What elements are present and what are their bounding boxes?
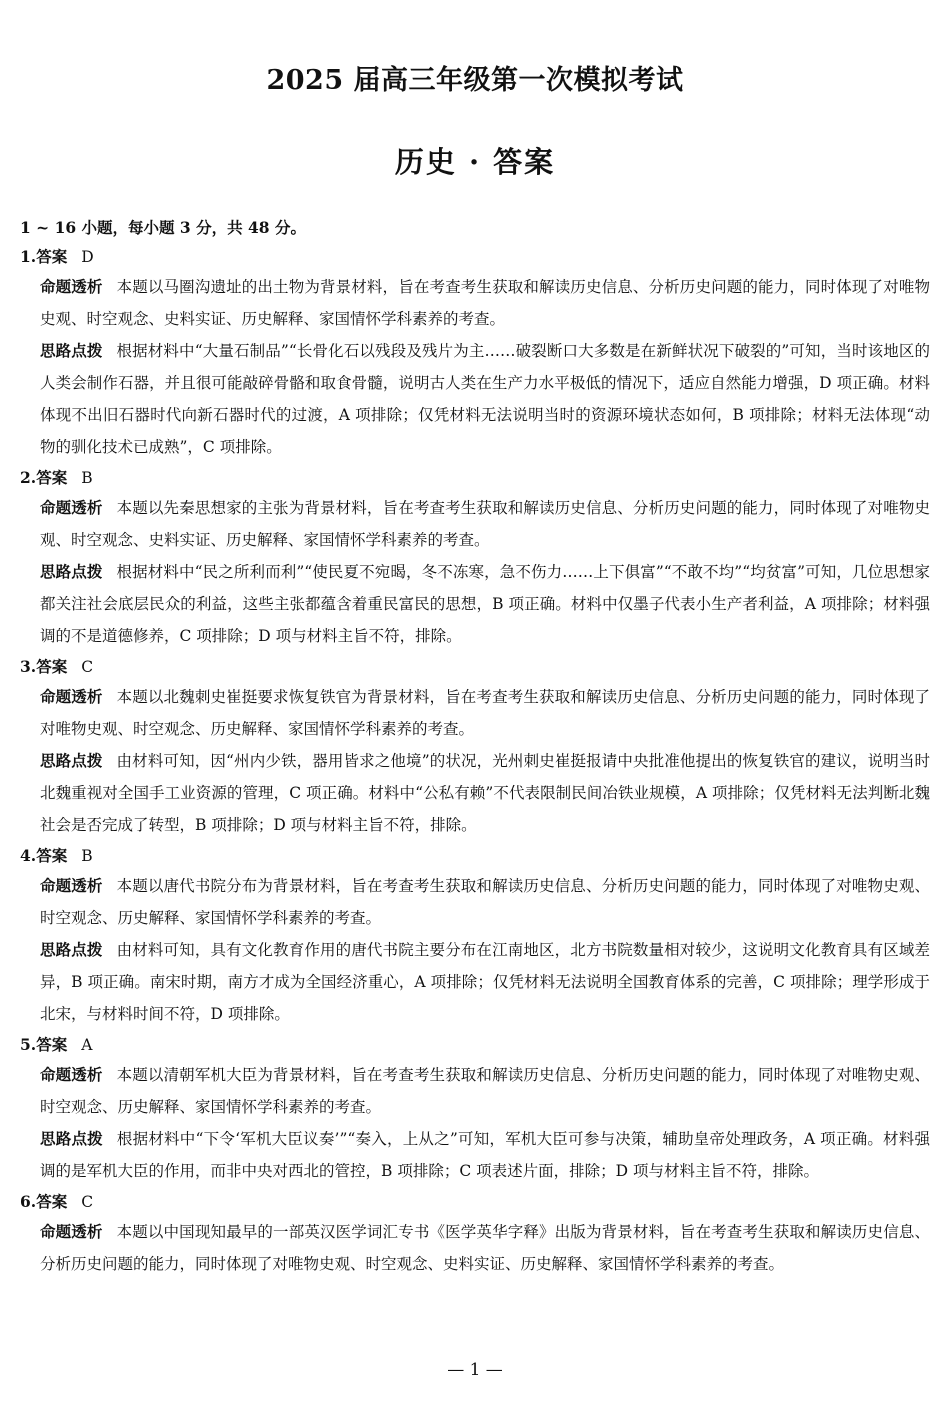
question-number: 1.	[20, 247, 37, 266]
hint-paragraph	[20, 556, 930, 652]
exam-title: 2025 届高三年级第一次模拟考试	[266, 65, 684, 96]
question-header	[20, 1187, 930, 1216]
analysis-paragraph	[20, 271, 930, 335]
hint-label: 思路点拨	[40, 751, 103, 770]
answer-label: 答案	[36, 1192, 68, 1211]
analysis-text: 本题以先秦思想家的主张为背景材料，旨在考查考生获取和解读历史信息、分析历史问题的能力，同时体现了对唯物史观、时空观念、史料实证、历史解释、家国情怀学科素养的考查。	[40, 499, 930, 549]
analysis-paragraph	[20, 870, 930, 934]
hint-text: 根据材料中“下令‘军机大臣议奏’”“奏入，上从之”可知，军机大臣可参与决策，辅助皇帝处理政务，A 项正确。材料强调的是军机大臣的作用，而非中央对西北的管控，B 项排除；C 项表述片面，排除；D 项与材料主旨不符，排除。	[40, 1130, 930, 1180]
answer-label: 答案	[36, 846, 68, 865]
question-block	[20, 652, 930, 841]
answer-value: C	[81, 1193, 94, 1211]
analysis-paragraph	[20, 681, 930, 745]
analysis-text: 本题以唐代书院分布为背景材料，旨在考查考生获取和解读历史信息、分析历史问题的能力，同时体现了对唯物史观、时空观念、历史解释、家国情怀学科素养的考查。	[40, 877, 930, 927]
question-list	[20, 242, 930, 1280]
question-number: 5.	[20, 1035, 37, 1054]
analysis-text: 本题以清朝军机大臣为背景材料，旨在考查考生获取和解读历史信息、分析历史问题的能力，同时体现了对唯物史观、时空观念、历史解释、家国情怀学科素养的考查。	[40, 1066, 930, 1116]
hint-label: 思路点拨	[40, 341, 103, 360]
hint-text: 由材料可知，具有文化教育作用的唐代书院主要分布在江南地区，北方书院数量相对较少，这说明文化教育具有区域差异，B 项正确。南宋时期，南方才成为全国经济重心，A 项排除；仅凭材料无法说明全国教育体系的完善，C 项排除；理学形成于北宋，与材料时间不符，D 项排除。	[40, 941, 930, 1023]
question-block	[20, 1187, 930, 1280]
analysis-text: 本题以北魏刺史崔挺要求恢复铁官为背景材料，旨在考查考生获取和解读历史信息、分析历史问题的能力，同时体现了对唯物史观、时空观念、历史解释、家国情怀学科素养的考查。	[40, 688, 930, 738]
analysis-paragraph	[20, 1059, 930, 1123]
answer-label: 答案	[36, 1035, 68, 1054]
analysis-label: 命题透析	[40, 1065, 103, 1084]
analysis-label: 命题透析	[40, 876, 103, 895]
answer-value: D	[81, 248, 94, 266]
analysis-paragraph	[20, 492, 930, 556]
analysis-label: 命题透析	[40, 277, 103, 296]
analysis-label: 命题透析	[40, 498, 103, 517]
analysis-paragraph	[20, 1216, 930, 1280]
question-number: 2.	[20, 468, 37, 487]
question-header	[20, 1030, 930, 1059]
answer-value: A	[81, 1036, 93, 1054]
question-number: 3.	[20, 657, 37, 676]
hint-paragraph	[20, 1123, 930, 1187]
answer-value: C	[81, 658, 94, 676]
hint-text: 根据材料中“大量石制品”“长骨化石以残段及残片为主……破裂断口大多数是在新鲜状况下破裂的”可知，当时该地区的人类会制作石器，并且很可能敲碎骨骼和取食骨髓，说明古人类在生产力水平极低的情况下，适应自然能力增强，D 项正确。材料体现不出旧石器时代向新石器时代的过渡，A 项排除；仅凭材料无法说明当时的资源环境状态如何，B 项排除；材料无法体现“动物的驯化技术已成熟”，C 项排除。	[40, 342, 930, 456]
hint-label: 思路点拨	[40, 562, 103, 581]
question-block	[20, 242, 930, 463]
question-block	[20, 463, 930, 652]
hint-paragraph	[20, 745, 930, 841]
question-header	[20, 463, 930, 492]
answer-value: B	[81, 847, 93, 865]
question-header	[20, 242, 930, 271]
answer-label: 答案	[36, 468, 68, 487]
question-number: 6.	[20, 1192, 37, 1211]
hint-text: 由材料可知，因“州内少铁，器用皆求之他境”的状况，光州刺史崔挺报请中央批准他提出的恢复铁官的建议，说明当时北魏重视对全国手工业资源的管理，C 项正确。材料中“公私有赖”不代表限制民间冶铁业规模，A 项排除；仅凭材料无法判断北魏社会是否完成了转型，B 项排除；D 项与材料主旨不符，排除。	[40, 752, 930, 834]
question-block	[20, 1030, 930, 1187]
analysis-label: 命题透析	[40, 687, 103, 706]
hint-paragraph	[20, 934, 930, 1030]
analysis-text: 本题以中国现知最早的一部英汉医学词汇专书《医学英华字释》出版为背景材料，旨在考查考生获取和解读历史信息、分析历史问题的能力，同时体现了对唯物史观、时空观念、史料实证、历史解释、家国情怀学科素养的考查。	[40, 1223, 930, 1273]
question-block	[20, 841, 930, 1030]
hint-text: 根据材料中“民之所利而利”“使民夏不宛暍，冬不冻寒，急不伤力……上下俱富”“不敢不均”“均贫富”可知，几位思想家都关注社会底层民众的利益，这些主张都蕴含着重民富民的思想，B 项正确。材料中仅墨子代表小生产者利益，A 项排除；材料强调的不是道德修养，C 项排除；D 项与材料主旨不符，排除。	[40, 563, 930, 645]
page-number: — 1 —	[447, 1360, 503, 1380]
analysis-label: 命题透析	[40, 1222, 103, 1241]
hint-label: 思路点拨	[40, 940, 103, 959]
subject-title: 历史 · 答案	[394, 145, 556, 179]
question-header	[20, 841, 930, 870]
answer-label: 答案	[36, 247, 68, 266]
analysis-text: 本题以马圈沟遗址的出土物为背景材料，旨在考查考生获取和解读历史信息、分析历史问题的能力，同时体现了对唯物史观、时空观念、史料实证、历史解释、家国情怀学科素养的考查。	[40, 278, 930, 328]
answer-content	[20, 213, 930, 1280]
hint-label: 思路点拨	[40, 1129, 103, 1148]
answer-label: 答案	[36, 657, 68, 676]
scoring-intro: 1 ~ 16 小题，每小题 3 分，共 48 分。	[20, 218, 306, 237]
hint-paragraph	[20, 335, 930, 463]
question-number: 4.	[20, 846, 37, 865]
answer-value: B	[81, 469, 93, 487]
question-header	[20, 652, 930, 681]
